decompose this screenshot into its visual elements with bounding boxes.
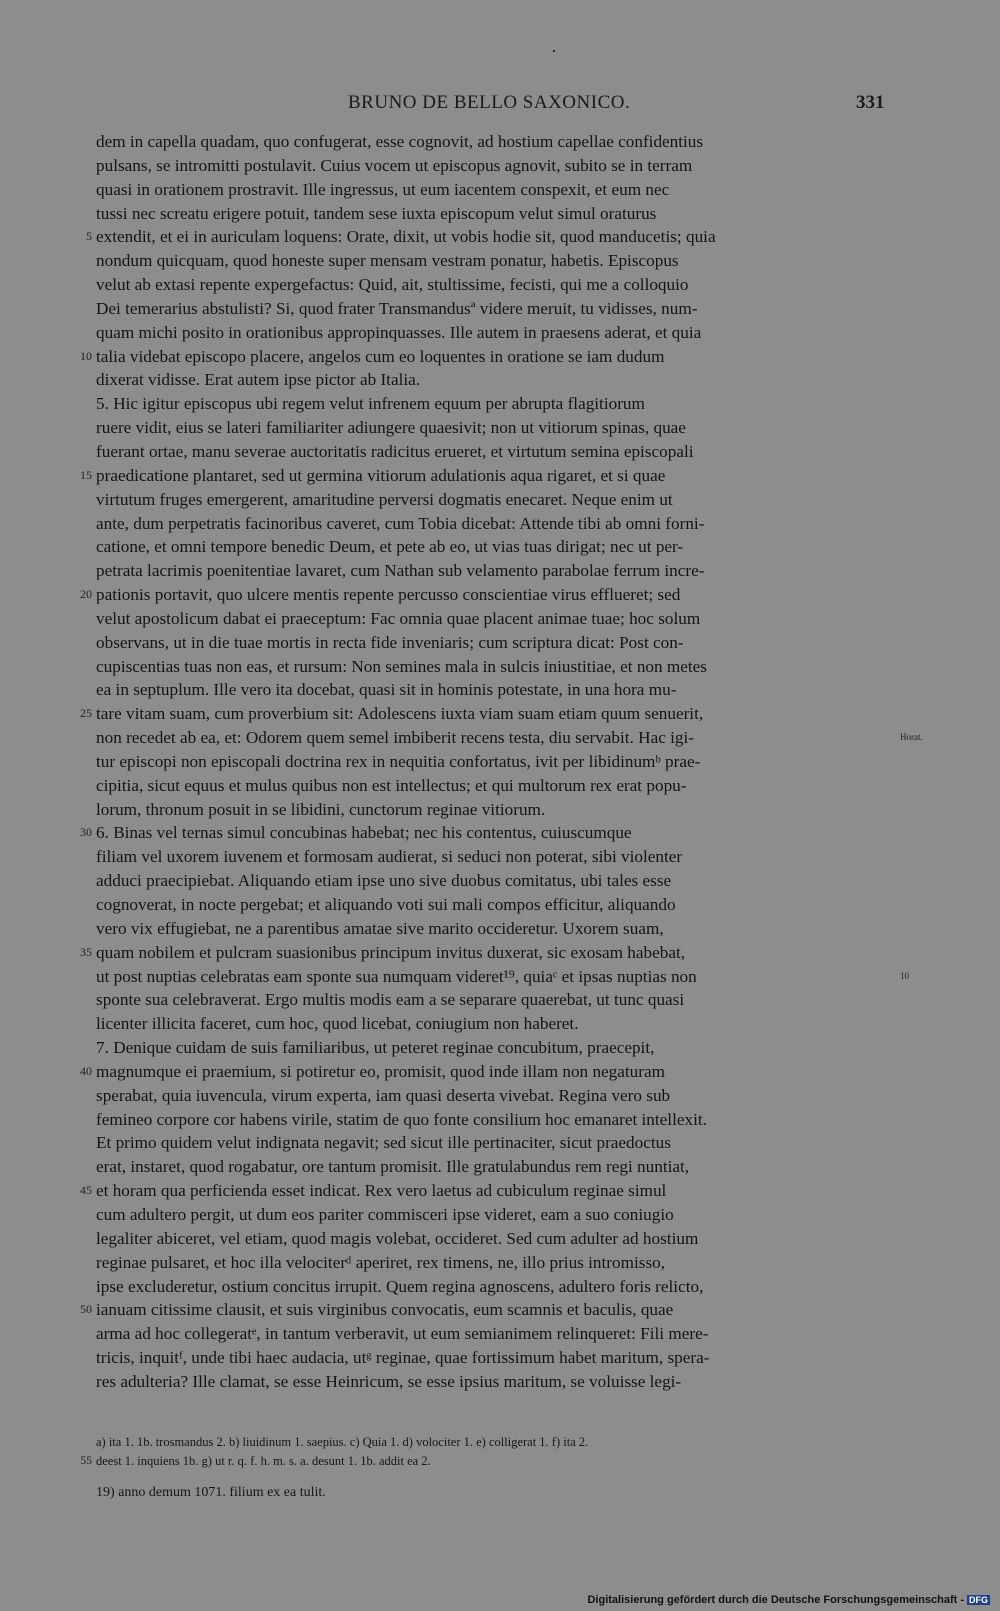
line-text: ipse excluderetur, ostium concitus irrupit. Quem regina agnoscens, adultero foris relicto,	[96, 1276, 704, 1296]
line-text: pationis portavit, quo ulcere mentis repente percusso conscientiae virus efflueret; sed	[96, 585, 681, 605]
text-line	[96, 130, 892, 154]
line-text: tricis, inquitᶠ, unde tibi haec audacia, utᵍ reginae, quae fortissimum habet maritum, spera-	[96, 1348, 710, 1368]
line-text: quam nobilem et pulcram suasionibus principum invitus duxerat, sic exosam habebat,	[96, 942, 686, 962]
text-line	[96, 869, 892, 893]
margin-note: 10	[900, 970, 909, 981]
credit-text: Digitalisierung gefördert durch die Deutsche Forschungsgemeinschaft -	[587, 1594, 964, 1606]
line-text: filiam vel uxorem iuvenem et formosam audierat, si seduci non poterat, sibi violenter	[96, 847, 683, 867]
text-line	[96, 678, 892, 702]
text-line	[96, 512, 892, 536]
text-line	[96, 1012, 892, 1036]
text-line	[96, 273, 892, 297]
line-text: extendit, et ei in auriculam loquens: Orate, dixit, ut vobis hodie sit, quod manducetis; quia	[96, 227, 716, 247]
line-text: femineo corpore cor habens virile, statim de quo fonte consilium hoc emanaret intellexit.	[96, 1109, 707, 1129]
text-line	[80, 941, 892, 965]
line-text: fuerant ortae, manu severae auctoritatis radicitus erueret, et virtutum semina episcopali	[96, 441, 694, 461]
text-line	[80, 821, 892, 845]
text-line	[96, 559, 892, 583]
line-number: 50	[80, 1302, 92, 1317]
text-line	[96, 392, 892, 416]
line-text: vero vix effugiebat, ne a parentibus amatae sive marito occideretur. Uxorem suam,	[96, 918, 664, 938]
line-text: reginae pulsaret, et hoc illa velociterᵈ aperiret, rex timens, ne, illo prius intromisso,	[96, 1252, 666, 1272]
line-text: a) ita 1. 1b. trosmandus 2. b) liuidinum 1. saepius. c) Quia 1. d) volociter 1. e) colligerat 1. f) ita 2.	[96, 1435, 589, 1449]
text-line	[80, 1298, 892, 1322]
text-line	[96, 1155, 892, 1179]
line-text: pulsans, se intromitti postulavit. Cuius vocem ut episcopus agnovit, subito se in terram	[96, 155, 693, 175]
line-number: 45	[80, 1183, 92, 1198]
line-text: 7. Denique cuidam de suis familiaribus, ut peteret reginae concubitum, praecepit,	[96, 1038, 655, 1058]
line-text: sponte sua celebraverat. Ergo multis modis eam a se separare quaerebat, ut tunc quasi	[96, 990, 685, 1010]
text-line	[96, 488, 892, 512]
text-line	[96, 1370, 892, 1394]
line-text: tur episcopi non episcopali doctrina rex in nequitia confortatus, ivit per libidinumᵇ prae-	[96, 751, 701, 771]
line-text: deest 1. inquiens 1b. g) ut r. q. f. h. m. s. a. desunt 1. 1b. addit ea 2.	[96, 1454, 431, 1468]
text-line	[96, 1131, 892, 1155]
text-line	[96, 774, 892, 798]
line-text: catione, et omni tempore benedic Deum, et pete ab eo, ut vias tuas dirigat; nec ut per-	[96, 537, 684, 557]
text-line	[96, 1227, 892, 1251]
text-line	[96, 1203, 892, 1227]
line-text: et horam qua perficienda esset indicat. Rex vero laetus ad cubiculum reginae simul	[96, 1181, 667, 1201]
line-text: ruere vidit, eius se lateri familiariter adiungere quaesivit; non ut vitiorum spinas, quae	[96, 418, 686, 438]
text-line	[96, 1251, 892, 1275]
footnotes	[80, 1433, 892, 1471]
margin-note: Horat.	[900, 732, 923, 743]
line-text: praedicatione plantaret, sed ut germina vitiorum adulationis aqua rigaret, et si quae	[96, 465, 666, 485]
text-line	[80, 583, 892, 607]
text-line	[96, 1322, 892, 1346]
line-text: 6. Binas vel ternas simul concubinas habebat; nec his contentus, cuiuscumque	[96, 823, 632, 843]
text-line	[96, 1036, 892, 1060]
line-text: erat, instaret, quod rogabatur, ore tantum promisit. Ille gratulabundus rem regi nuntiat,	[96, 1157, 690, 1177]
line-text: petrata lacrimis poenitentiae lavaret, cum Nathan sub velamento parabolae ferrum incre-	[96, 561, 705, 581]
text-line	[96, 1084, 892, 1108]
text-line	[96, 750, 892, 774]
text-line	[96, 988, 892, 1012]
text-line	[96, 416, 892, 440]
line-text: tare vitam suam, cum proverbium sit: Adolescens iuxta viam suam etiam quum senuerit,	[96, 704, 704, 724]
line-number: 30	[80, 825, 92, 840]
line-text: ianuam citissime clausit, et suis virginibus convocatis, eum scamnis et baculis, quae	[96, 1300, 674, 1320]
line-number: 15	[80, 467, 92, 482]
text-line	[96, 917, 892, 941]
line-text: observans, ut in die tuae mortis in recta fide inveniaris; cum scriptura dicat: Post con-	[96, 632, 684, 652]
line-text: licenter illicita faceret, cum hoc, quod licebat, coniugium non haberet.	[96, 1014, 579, 1034]
text-line	[96, 726, 923, 750]
dfg-logo: DFG	[969, 1595, 988, 1605]
line-text: magnumque ei praemium, si potiretur eo, promisit, quod inde illam non negaturam	[96, 1061, 665, 1081]
line-number: 55	[80, 1455, 92, 1467]
digitization-credit	[587, 1594, 990, 1606]
text-line	[96, 631, 892, 655]
text-line	[96, 297, 892, 321]
line-text: cognoverat, in nocte pergebat; et aliquando voti sui mali compos efficitur, aliquando	[96, 895, 676, 914]
line-text: cipitia, sicut equus et mulus quibus non est intellectus; et qui multorum rex erat popu-	[96, 775, 687, 795]
line-text: virtutum fruges emergerent, amaritudine perversi dogmatis enecaret. Neque enim ut	[96, 489, 673, 509]
historical-footnote: 19) anno demum 1071. filium ex ea tulit.	[96, 1485, 326, 1500]
line-text: ut post nuptias celebratas eam sponte sua numquam videret¹⁹, quiaᶜ et ipsas nuptias non	[96, 966, 697, 986]
text-line	[80, 464, 892, 488]
line-number: 25	[80, 706, 92, 721]
text-line	[96, 202, 892, 226]
text-line	[96, 607, 892, 631]
text-line	[80, 1060, 892, 1084]
text-line	[96, 440, 892, 464]
line-text: velut ab extasi repente expergefactus: Quid, ait, stultissime, fecisti, qui me a colloquio	[96, 275, 689, 295]
line-text: nondum quicquam, quod honeste super mensam vestram ponatur, habetis. Episcopus	[96, 251, 679, 271]
footnote-line	[96, 1433, 892, 1452]
line-text: cum adultero pergit, ut dum eos pariter commisceri ipse videret, eam a suo coniugio	[96, 1204, 674, 1224]
line-text: dem in capella quadam, quo confugerat, esse cognovit, ad hostium capellae confidentius	[96, 132, 704, 151]
line-text: quam michi posito in orationibus appropinquasses. Ille autem in praesens aderat, et quia	[96, 322, 702, 342]
text-line	[96, 535, 892, 559]
line-number: 40	[80, 1063, 92, 1078]
line-text: quasi in orationem prostravit. Ille ingressus, ut eum iacentem conspexit, et eum nec	[96, 179, 670, 199]
line-text: velut apostolicum dabat ei praeceptum: Fac omnia quae placent animae tuae; hoc solum	[96, 608, 701, 628]
text-line	[80, 345, 892, 369]
running-title: BRUNO DE BELLO SAXONICO.	[348, 92, 631, 113]
text-line	[96, 321, 892, 345]
line-text: lorum, thronum posuit in se libidini, cunctorum reginae vitiorum.	[96, 799, 546, 819]
line-text: tussi nec screatu erigere potuit, tandem sese iuxta episcopum velut simul oraturus	[96, 203, 657, 223]
text-line	[96, 154, 892, 178]
text-line	[96, 798, 892, 822]
text-line	[80, 1179, 892, 1203]
line-number: 35	[80, 944, 92, 959]
text-line	[96, 368, 892, 392]
line-text: 5. Hic igitur episcopus ubi regem velut infrenem equum per abrupta flagitiorum	[96, 394, 645, 414]
footnote-line	[80, 1452, 892, 1471]
line-text: non recedet ab ea, et: Odorem quem semel imbiberit recens testa, diu servabit. Hac igi-	[96, 728, 694, 748]
line-number: 5	[86, 229, 92, 244]
page-header	[0, 92, 1000, 116]
text-line	[96, 1346, 892, 1370]
text-line	[96, 249, 892, 273]
line-text: res adulteria? Ille clamat, se esse Heinricum, se esse ipsius maritum, se voluisse legi-	[96, 1371, 682, 1391]
body-text	[80, 130, 923, 1394]
line-text: arma ad hoc collegeratᵉ, in tantum verberavit, ut eum semianimem relinqueret: Fili mere-	[96, 1324, 709, 1344]
text-line	[96, 178, 892, 202]
text-line	[96, 965, 909, 989]
line-text: Et primo quidem velut indignata negavit; sed sicut ille pertinaciter, sicut praedoctus	[96, 1133, 671, 1153]
line-text: ea in septuplum. Ille vero ita docebat, quasi sit in hominis potestate, in una hora mu-	[96, 680, 677, 700]
line-text: legaliter abiceret, vel etiam, quod magis volebat, occideret. Sed cum adulter ad hostium	[96, 1228, 699, 1248]
line-text: dixerat vidisse. Erat autem ipse pictor ab Italia.	[96, 370, 421, 390]
line-text: ante, dum perpetratis facinoribus caveret, cum Tobia dicebat: Attende tibi ab omni forni-	[96, 513, 705, 533]
scan-speck	[553, 50, 555, 52]
line-text: adduci praecipiebat. Aliquando etiam ipse uno sive duobus comitatus, ubi tales esse	[96, 871, 672, 891]
text-line	[80, 702, 892, 726]
text-line	[96, 893, 892, 917]
line-number: 10	[80, 348, 92, 363]
text-line	[96, 1275, 892, 1299]
text-line	[96, 1108, 892, 1132]
line-text: talia videbat episcopo placere, angelos cum eo loquentes in oratione se iam dudum	[96, 346, 665, 366]
line-text: sperabat, quia iuvencula, virum experta, iam quasi deserta vivebat. Regina vero sub	[96, 1085, 671, 1105]
line-number: 20	[80, 587, 92, 602]
text-line	[96, 845, 892, 869]
line-text: Dei temerarius abstulisti? Si, quod frater Transmandusª videre meruit, tu vidisses, num-	[96, 298, 698, 318]
text-line	[96, 655, 892, 679]
text-line	[86, 225, 892, 249]
page-number: 331	[856, 92, 885, 113]
line-text: cupiscentias tuas non eas, et rursum: Non semines mala in sulcis iniustitiae, et non metes	[96, 656, 707, 676]
